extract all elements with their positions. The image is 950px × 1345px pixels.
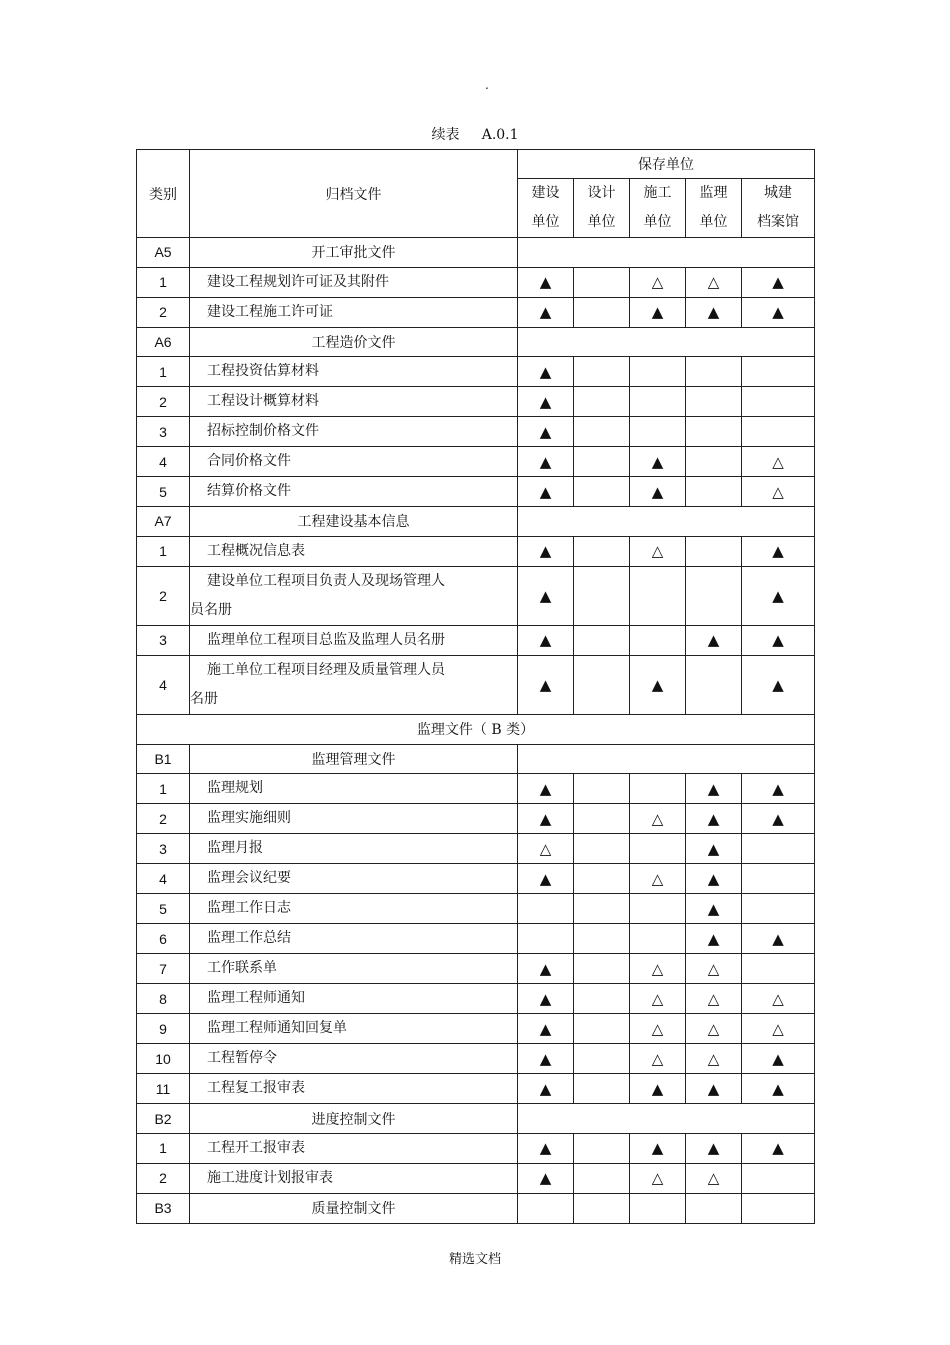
group-storage-span [518,507,815,537]
table-row [137,1074,815,1104]
group-storage-span [518,1104,815,1134]
storage-mark [574,536,630,566]
item-number: 1 [137,357,190,387]
storage-mark [630,894,686,924]
item-number: 10 [137,1044,190,1074]
item-number: 6 [137,924,190,954]
storage-mark: ▲ [742,1133,815,1163]
item-name: 施工进度计划报审表 [190,1163,518,1193]
group-code: B1 [137,744,190,774]
item-number: 3 [137,834,190,864]
storage-mark [574,924,630,954]
item-name: 工程暂停令 [190,1044,518,1074]
header-archive-file: 归档文件 [190,150,518,238]
storage-mark: ▲ [686,774,742,804]
table-row [137,447,815,477]
item-number: 9 [137,1014,190,1044]
storage-mark: ▲ [742,924,815,954]
item-number: 2 [137,1163,190,1193]
group-row [137,238,815,268]
storage-mark: ▲ [742,625,815,655]
top-mark: . [485,78,489,92]
storage-mark: △ [686,984,742,1014]
storage-mark: △ [630,536,686,566]
item-name: 监理月报 [190,834,518,864]
item-number: 2 [137,387,190,417]
storage-mark [630,834,686,864]
group-row [137,507,815,537]
storage-mark: ▲ [518,477,574,507]
storage-mark [574,297,630,327]
storage-mark [630,625,686,655]
header-unit-design: 设计 单位 [574,179,630,238]
storage-mark: ▲ [518,267,574,297]
storage-mark: ▲ [742,1044,815,1074]
storage-mark: △ [686,267,742,297]
storage-mark: △ [686,1014,742,1044]
storage-mark: ▲ [518,1074,574,1104]
item-name: 合同价格文件 [190,447,518,477]
storage-mark: △ [742,447,815,477]
table-row [137,566,815,625]
storage-mark: ▲ [686,894,742,924]
item-number: 7 [137,954,190,984]
item-name: 监理工作总结 [190,924,518,954]
storage-mark [686,536,742,566]
table-row [137,267,815,297]
item-number: 4 [137,447,190,477]
item-number: 2 [137,297,190,327]
item-number: 3 [137,625,190,655]
storage-mark: ▲ [518,655,574,714]
table-row [137,1044,815,1074]
storage-mark [686,566,742,625]
item-name: 工程开工报审表 [190,1133,518,1163]
storage-mark [574,1044,630,1074]
header-row [137,150,815,179]
storage-mark: ▲ [518,387,574,417]
storage-mark [742,1163,815,1193]
table-row [137,804,815,834]
archive-table [136,149,815,1224]
storage-mark: ▲ [686,625,742,655]
storage-mark [574,566,630,625]
storage-mark: ▲ [630,655,686,714]
storage-mark [574,864,630,894]
item-name: 招标控制价格文件 [190,417,518,447]
table-body [137,150,815,1224]
storage-mark [574,894,630,924]
header-unit-build: 建设 单位 [518,179,574,238]
group-storage-span [518,238,815,268]
header-unit-archive: 城建 档案馆 [742,179,815,238]
item-name: 建设工程规划许可证及其附件 [190,267,518,297]
storage-mark: ▲ [518,357,574,387]
storage-mark: ▲ [518,417,574,447]
item-name: 监理工程师通知 [190,984,518,1014]
item-number: 2 [137,804,190,834]
storage-mark: ▲ [518,774,574,804]
header-unit-supervise: 监理 单位 [686,179,742,238]
item-number: 2 [137,566,190,625]
storage-mark [574,1014,630,1044]
storage-mark: ▲ [630,1074,686,1104]
group-storage-span [518,744,815,774]
storage-mark: ▲ [518,1163,574,1193]
storage-mark [574,1133,630,1163]
storage-mark [574,267,630,297]
storage-mark [630,566,686,625]
storage-mark [574,625,630,655]
group-code: A5 [137,238,190,268]
table-caption: 续表 A.0.1 [431,127,519,143]
storage-mark: ▲ [742,774,815,804]
table-row [137,655,815,714]
table-row [137,477,815,507]
table-row [137,1014,815,1044]
item-name: 建设工程施工许可证 [190,297,518,327]
group-code: B3 [137,1193,190,1223]
item-name: 工作联系单 [190,954,518,984]
item-name: 施工单位工程项目经理及质量管理人员 名册 [190,655,518,714]
item-name: 工程概况信息表 [190,536,518,566]
storage-cell [742,1193,815,1223]
storage-mark: △ [686,1163,742,1193]
item-name: 监理工程师通知回复单 [190,1014,518,1044]
storage-mark: △ [630,804,686,834]
storage-mark [630,774,686,804]
storage-mark [742,954,815,984]
storage-mark [630,417,686,447]
page-footer: 精选文档 [448,1252,501,1267]
storage-mark [630,387,686,417]
storage-mark [574,357,630,387]
item-name: 工程设计概算材料 [190,387,518,417]
table-row [137,864,815,894]
storage-mark [574,1074,630,1104]
storage-mark: ▲ [518,536,574,566]
storage-cell [518,1193,574,1223]
storage-mark: ▲ [742,297,815,327]
storage-mark [686,387,742,417]
group-storage-span [518,327,815,357]
group-title: 质量控制文件 [190,1193,518,1223]
group-title: 工程造价文件 [190,327,518,357]
item-number: 3 [137,417,190,447]
storage-mark [742,387,815,417]
storage-mark [574,655,630,714]
table-row [137,357,815,387]
item-number: 1 [137,536,190,566]
item-name: 工程复工报审表 [190,1074,518,1104]
storage-cell [686,1193,742,1223]
item-name: 监理单位工程项目总监及监理人员名册 [190,625,518,655]
table-row [137,834,815,864]
storage-mark: ▲ [686,1074,742,1104]
item-number: 4 [137,655,190,714]
storage-mark: △ [630,864,686,894]
item-name: 监理规划 [190,774,518,804]
table-row [137,894,815,924]
group-row [137,1193,815,1223]
group-code: A6 [137,327,190,357]
table-row [137,417,815,447]
storage-mark: ▲ [686,1133,742,1163]
storage-mark: △ [686,1044,742,1074]
group-code: B2 [137,1104,190,1134]
storage-mark [686,357,742,387]
storage-mark: △ [742,477,815,507]
storage-mark: ▲ [518,804,574,834]
item-number: 4 [137,864,190,894]
storage-mark: ▲ [518,864,574,894]
storage-mark: △ [630,267,686,297]
section-title-row [137,715,815,745]
storage-mark: ▲ [518,1044,574,1074]
storage-mark: ▲ [742,1074,815,1104]
storage-mark: ▲ [686,834,742,864]
storage-cell [630,1193,686,1223]
item-number: 8 [137,984,190,1014]
storage-mark [574,834,630,864]
storage-mark: ▲ [686,804,742,834]
storage-mark [686,655,742,714]
table-row [137,954,815,984]
storage-mark [518,894,574,924]
item-number: 5 [137,477,190,507]
storage-mark: ▲ [742,804,815,834]
item-name: 建设单位工程项目负责人及现场管理人 员名册 [190,566,518,625]
storage-mark [574,447,630,477]
header-category: 类别 [137,150,190,238]
storage-mark: ▲ [742,267,815,297]
storage-mark [686,477,742,507]
storage-mark: ▲ [518,984,574,1014]
group-row [137,327,815,357]
item-name: 监理工作日志 [190,894,518,924]
storage-mark: ▲ [518,297,574,327]
table-row [137,924,815,954]
header-unit-construct: 施工 单位 [630,179,686,238]
storage-mark: ▲ [686,297,742,327]
storage-mark: △ [630,954,686,984]
storage-mark: △ [630,984,686,1014]
item-name: 监理会议纪要 [190,864,518,894]
storage-mark [518,924,574,954]
group-title: 工程建设基本信息 [190,507,518,537]
table-row [137,1163,815,1193]
item-name: 监理实施细则 [190,804,518,834]
item-name: 结算价格文件 [190,477,518,507]
group-title: 监理管理文件 [190,744,518,774]
storage-mark [574,774,630,804]
storage-mark [686,417,742,447]
storage-mark: △ [630,1163,686,1193]
table-row [137,774,815,804]
storage-mark [630,357,686,387]
storage-mark [574,417,630,447]
item-number: 1 [137,267,190,297]
storage-mark: ▲ [630,447,686,477]
table-row [137,297,815,327]
storage-mark: ▲ [742,655,815,714]
table-row [137,984,815,1014]
storage-mark [686,447,742,477]
group-code: A7 [137,507,190,537]
storage-mark [630,924,686,954]
storage-mark: △ [686,954,742,984]
storage-mark: △ [742,984,815,1014]
table-row [137,536,815,566]
storage-mark: ▲ [742,536,815,566]
item-name: 工程投资估算材料 [190,357,518,387]
storage-mark: ▲ [686,864,742,894]
storage-mark [574,954,630,984]
storage-mark: △ [518,834,574,864]
item-number: 1 [137,774,190,804]
table-row [137,1133,815,1163]
group-row [137,1104,815,1134]
storage-mark: △ [742,1014,815,1044]
storage-mark [742,894,815,924]
storage-mark: ▲ [686,924,742,954]
storage-mark: ▲ [518,566,574,625]
storage-cell [574,1193,630,1223]
item-number: 11 [137,1074,190,1104]
storage-mark [742,834,815,864]
storage-mark: ▲ [630,297,686,327]
storage-mark: ▲ [630,1133,686,1163]
storage-mark: △ [630,1014,686,1044]
storage-mark: ▲ [518,625,574,655]
storage-mark [574,984,630,1014]
storage-mark [742,864,815,894]
storage-mark: △ [630,1044,686,1074]
group-row [137,744,815,774]
storage-mark: ▲ [630,477,686,507]
table-row [137,387,815,417]
group-title: 进度控制文件 [190,1104,518,1134]
section-b-title: 监理文件（ B 类） [137,715,815,745]
storage-mark [574,387,630,417]
table-row [137,625,815,655]
storage-mark [574,804,630,834]
storage-mark [574,477,630,507]
storage-mark: ▲ [518,1014,574,1044]
storage-mark: ▲ [518,447,574,477]
storage-mark: ▲ [742,566,815,625]
storage-mark [742,417,815,447]
storage-mark: ▲ [518,1133,574,1163]
item-number: 5 [137,894,190,924]
group-title: 开工审批文件 [190,238,518,268]
storage-mark [574,1163,630,1193]
header-storage-unit: 保存单位 [518,150,815,179]
storage-mark [742,357,815,387]
storage-mark: ▲ [518,954,574,984]
item-number: 1 [137,1133,190,1163]
